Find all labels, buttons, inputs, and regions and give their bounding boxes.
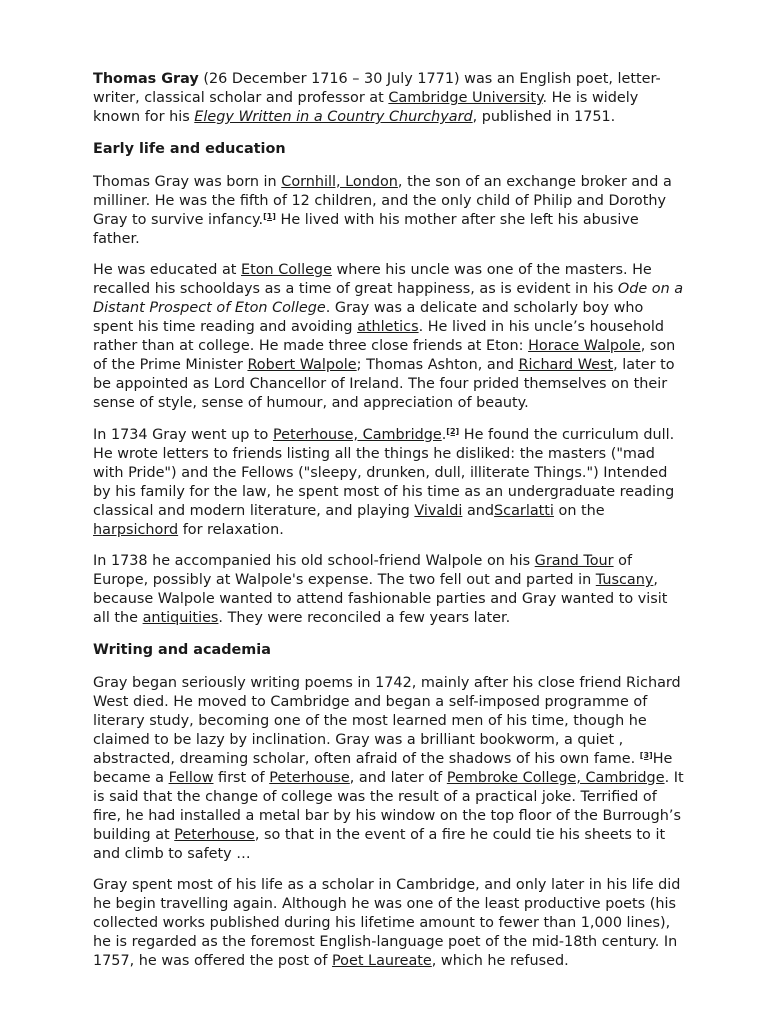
paragraph-eton: He was educated at Eton College where his uncle was one of the masters. He recalled his schooldays as a time of great happiness, as is evident in his Ode on a Distant Prospect of Eton College. Gray was a delicate and scholarly boy who spent his time reading and avoiding athletics. He lived in his uncle’s household rather than at college. He made three close friends at Eton: Horace Walpole, son of the Prime Minister Robert Walpole; Thomas Ashton, and Richard West, later to be appointed as Lord Chancellor of Ireland. The four prided themselves on their sense of style, sense of humour, and appreciation of beauty. <box>93 262 684 411</box>
heading-early-life: Early life and education <box>93 140 286 157</box>
link-poet-laureate[interactable]: Poet Laureate <box>332 953 432 969</box>
paragraph-later-life: Gray spent most of his life as a scholar in Cambridge, and only later in his life did he begin travelling again. Although he was one of the least productive poets (his collected works published during his lifetime amount to fewer than 1,000 lines), he is regarded as the foremost English-language poet of the mid-18th century. In 1757, he was offered the post of Poet Laureate, which he refused. <box>93 877 681 969</box>
link-pembroke-college[interactable]: Pembroke College, Cambridge <box>446 769 665 786</box>
ode-title: Ode on a Distant Prospect of Eton College <box>93 281 684 316</box>
reference-3[interactable]: [3] <box>639 750 653 760</box>
link-grand-tour[interactable]: Grand Tour <box>534 553 614 569</box>
link-tuscany[interactable]: Tuscany <box>595 572 654 588</box>
link-fellow[interactable]: Fellow <box>168 769 214 786</box>
link-harpsichord[interactable]: harpsichord <box>93 521 179 538</box>
paragraph-peterhouse: In 1734 Gray went up to Peterhouse, Cambridge.[2] He found the curriculum dull. He wrote letters to friends listing all the things he disliked: the masters ("mad with Pride") and the Fellows ("sleepy, drunken, dull, illiterate Things.") Intended by his family for the law, he spent most of his time as an undergraduate reading classical and modern literature, and playing Vivaldi andScarlatti on the harpsichord for relaxation. <box>93 426 675 538</box>
reference-1[interactable]: [1] <box>263 211 276 221</box>
intro-paragraph: Thomas Gray (26 December 1716 – 30 July 1771) was an English poet, letter-writer, classical scholar and professor at Cambridge University. He is widely known for his Elegy Written in a Country Churchyard, published in 1751. <box>93 71 661 125</box>
link-elegy[interactable]: Elegy Written in a Country Churchyard <box>194 109 473 125</box>
link-horace-walpole[interactable]: Horace Walpole <box>528 338 641 354</box>
link-peterhouse[interactable]: Peterhouse <box>269 769 350 786</box>
link-richard-west[interactable]: Richard West <box>518 357 614 373</box>
link-antiquities[interactable]: antiquities <box>142 610 219 626</box>
link-eton-college[interactable]: Eton College <box>241 262 332 278</box>
reference-2[interactable]: [2] <box>446 426 460 436</box>
article-subject: Thomas Gray <box>93 71 199 87</box>
paragraph-grand-tour: In 1738 he accompanied his old school-friend Walpole on his Grand Tour of Europe, possibly at Walpole's expense. The two fell out and parted in Tuscany, because Walpole wanted to attend fashionable parties and Gray wanted to visit all the antiquities. They were reconciled a few years later. <box>93 553 668 626</box>
link-peterhouse-cambridge[interactable]: Peterhouse, Cambridge <box>272 426 442 443</box>
link-athletics[interactable]: athletics <box>357 319 419 335</box>
link-scarlatti[interactable]: Scarlatti <box>494 502 554 519</box>
heading-writing-academia: Writing and academia <box>93 641 271 658</box>
paragraph-birth: Thomas Gray was born in Cornhill, London, the son of an exchange broker and a milliner. He was the fifth of 12 children, and the only child of Philip and Dorothy Gray to survive infancy.[1] He lived with his mother after she left his abusive father. <box>93 173 672 247</box>
link-vivaldi[interactable]: Vivaldi <box>414 502 463 519</box>
link-peterhouse-building[interactable]: Peterhouse <box>174 826 255 843</box>
link-cornhill-london[interactable]: Cornhill, London <box>281 173 398 190</box>
paragraph-writing: Gray began seriously writing poems in 1742, mainly after his close friend Richard West died. He moved to Cambridge and began a self-imposed programme of literary study, becoming one of the most learned men of his time, though he claimed to be lazy by inclination. Gray was a brilliant bookworm, a quiet , abstracted, dreaming scholar, often afraid of the shadows of his own fame. [3]He became a Fellow first of Peterhouse, and later of Pembroke College, Cambridge. It is said that the change of college was the result of a practical joke. Terrified of fire, he had installed a metal bar by his window on the top floor of the Burrough’s building at Peterhouse, so that in the event of a fire he could tie his sheets to it and climb to safety … <box>93 674 684 862</box>
link-cambridge-university[interactable]: Cambridge University <box>388 90 543 106</box>
link-robert-walpole[interactable]: Robert Walpole <box>247 357 357 373</box>
